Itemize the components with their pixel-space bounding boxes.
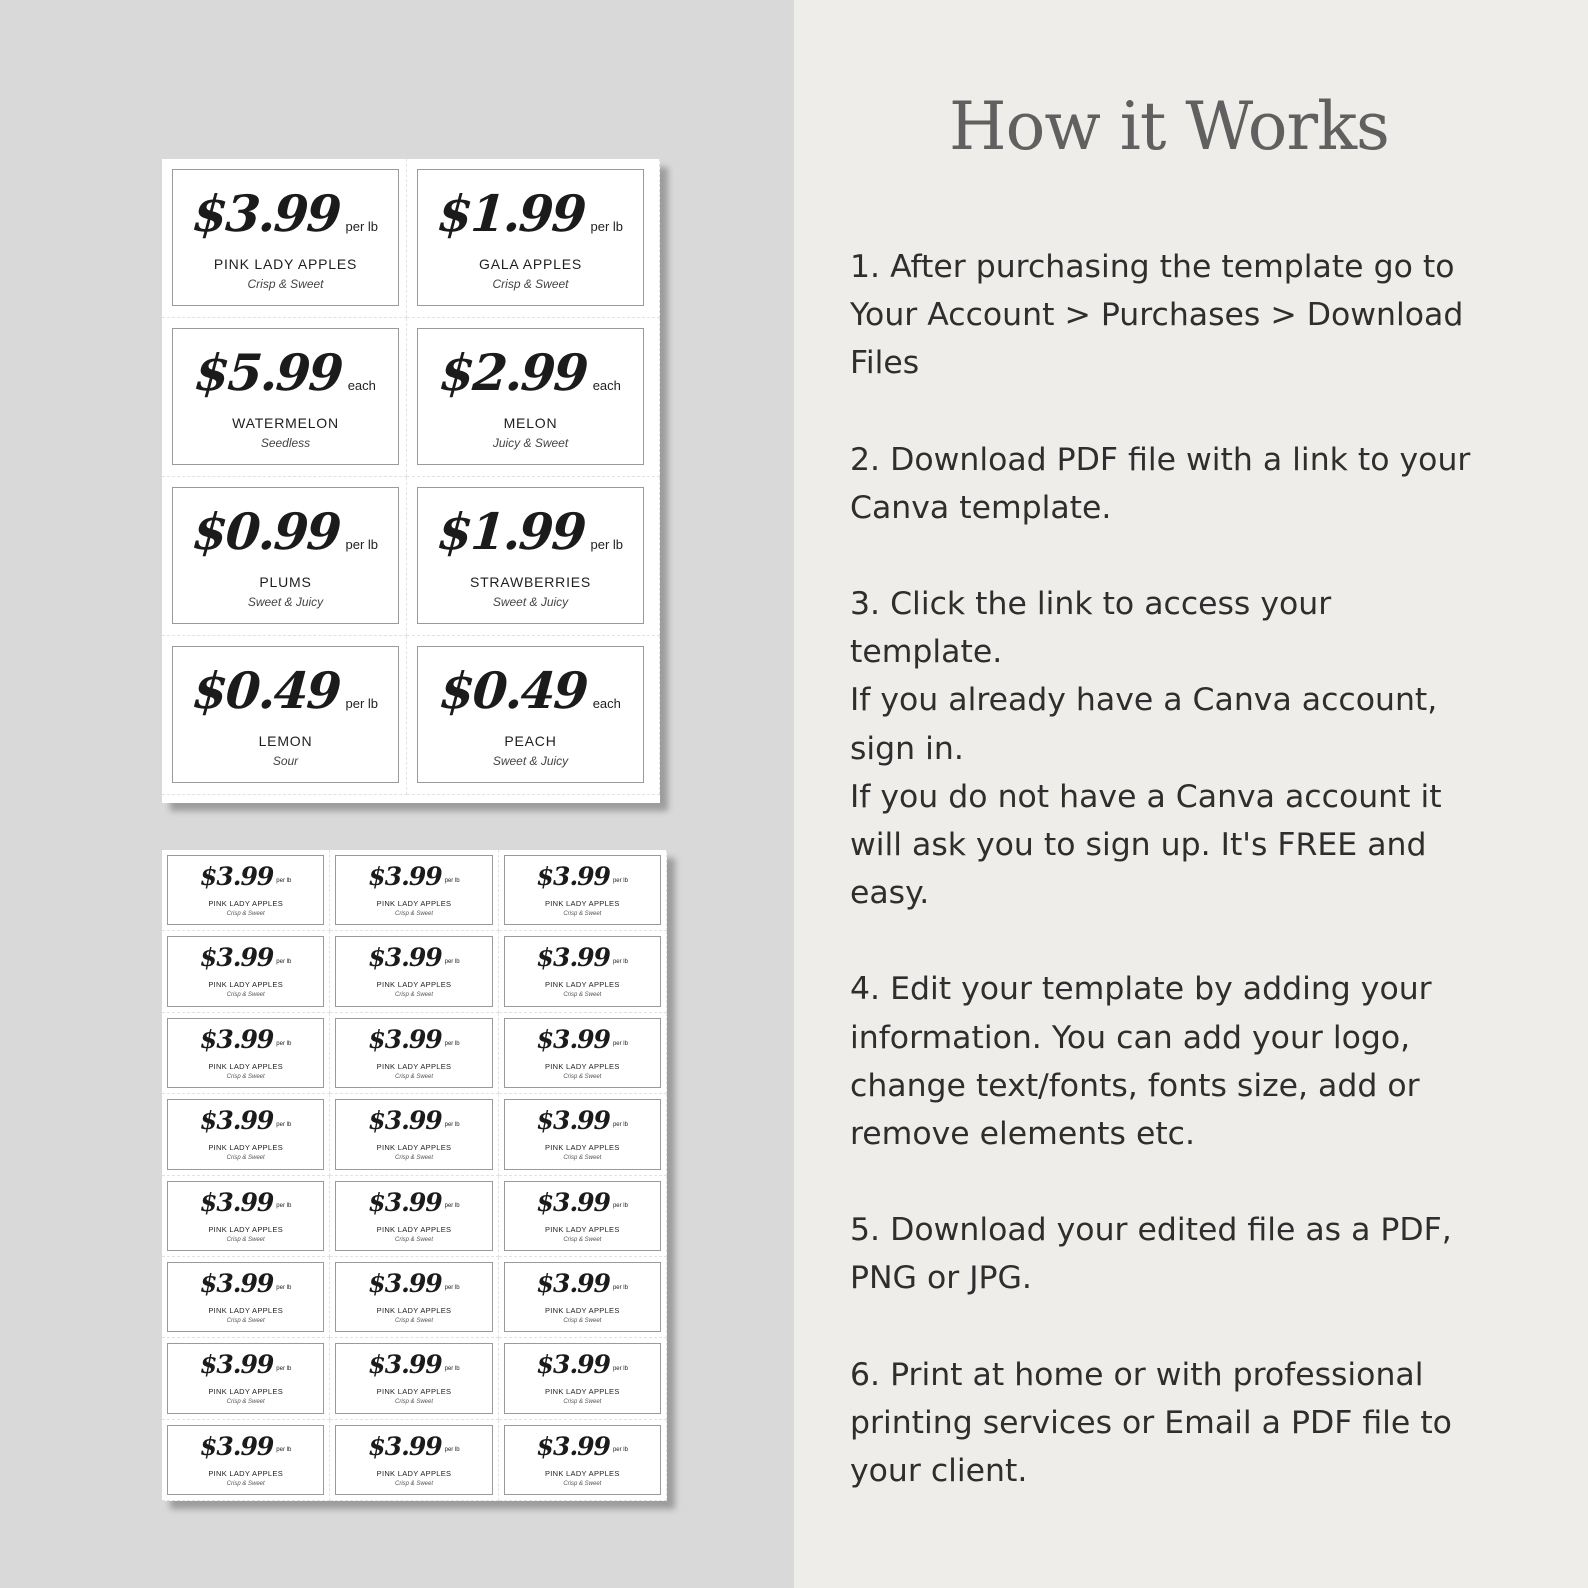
- price: $3.99: [536, 943, 610, 973]
- price: $3.99: [368, 1431, 442, 1461]
- price-label: [167, 1425, 324, 1495]
- product-name: PEACH: [504, 733, 557, 749]
- price-label: [335, 1099, 492, 1169]
- price-line: [168, 1269, 323, 1299]
- price-unit: per lb: [276, 1447, 292, 1454]
- instruction-step: [850, 1351, 1550, 1496]
- price-label: [417, 169, 644, 306]
- label-cell: [330, 1013, 498, 1094]
- instruction-step: [850, 243, 1550, 388]
- price-line: [336, 1432, 491, 1462]
- price-line: [173, 661, 398, 725]
- product-name: PINK LADY APPLES: [376, 899, 452, 908]
- price-unit: per lb: [612, 1366, 628, 1373]
- instruction-line: change text/fonts, fonts size, add or: [850, 1067, 1420, 1104]
- price-unit: per lb: [276, 1366, 292, 1373]
- product-name: PINK LADY APPLES: [376, 1061, 452, 1071]
- price-label: [335, 1018, 492, 1088]
- product-description: Crisp & Sweet: [394, 911, 433, 917]
- product-description: Crisp & Sweet: [394, 1399, 433, 1406]
- price: $0.49: [438, 661, 589, 720]
- product-description: Sweet & Juicy: [247, 595, 324, 609]
- product-name: PINK LADY APPLES: [208, 1143, 284, 1153]
- price-unit: per lb: [612, 1203, 628, 1210]
- instruction-line: Canva template.: [850, 489, 1112, 526]
- label-cell: [407, 159, 660, 318]
- price-label: [417, 328, 644, 465]
- price-line: [168, 1106, 323, 1136]
- price-unit: per lb: [444, 1284, 460, 1291]
- price-label: [504, 1425, 661, 1495]
- instruction-line: easy.: [850, 875, 930, 912]
- price-unit: each: [347, 378, 376, 394]
- price-line: [168, 1432, 323, 1462]
- product-description: Crisp & Sweet: [247, 277, 324, 291]
- label-cell: [162, 318, 407, 477]
- price-line: [505, 862, 660, 892]
- price-unit: each: [592, 378, 621, 394]
- page-title: How it Works: [949, 88, 1389, 165]
- price-label-sheet-small: [162, 850, 667, 1501]
- price-unit: per lb: [276, 1203, 292, 1210]
- product-description: Crisp & Sweet: [226, 1480, 265, 1487]
- price-unit: per lb: [276, 1121, 292, 1128]
- label-cell: [162, 636, 407, 795]
- price-unit: per lb: [612, 877, 628, 884]
- label-cell: [330, 931, 498, 1012]
- price-label: [172, 328, 399, 465]
- label-cell: [162, 931, 330, 1012]
- product-name: PINK LADY APPLES: [376, 1224, 452, 1234]
- product-description: Crisp & Sweet: [394, 1317, 433, 1324]
- label-cell: [499, 1420, 667, 1501]
- instruction-step: [850, 580, 1550, 917]
- product-description: Crisp & Sweet: [563, 1073, 602, 1080]
- price-label: [335, 1181, 492, 1251]
- price: $3.99: [536, 1106, 610, 1136]
- price-label: [172, 646, 399, 783]
- product-name: PINK LADY APPLES: [208, 980, 284, 990]
- price: $3.99: [368, 1024, 442, 1054]
- instruction-line: printing services or Email a PDF file to: [850, 1404, 1452, 1441]
- price-line: [505, 1188, 660, 1218]
- product-description: Crisp & Sweet: [563, 1236, 602, 1243]
- instruction-line: PNG or JPG.: [850, 1260, 1032, 1297]
- price: $3.99: [536, 1350, 610, 1380]
- price-line: [173, 343, 398, 407]
- instruction-step: [850, 1206, 1550, 1302]
- price: $3.99: [200, 1024, 274, 1054]
- product-name: PINK LADY APPLES: [208, 1061, 284, 1071]
- product-name: GALA APPLES: [479, 256, 582, 272]
- product-name: PINK LADY APPLES: [544, 980, 620, 990]
- label-cell: [499, 1176, 667, 1257]
- price-unit: per lb: [444, 1366, 460, 1373]
- product-description: Crisp & Sweet: [394, 1155, 433, 1162]
- product-description: Crisp & Sweet: [563, 1399, 602, 1406]
- instruction-line: 6. Print at home or with professional: [850, 1356, 1424, 1393]
- product-description: Crisp & Sweet: [226, 1317, 265, 1324]
- price: $3.99: [368, 1106, 442, 1136]
- price-unit: per lb: [590, 537, 624, 553]
- product-description: Crisp & Sweet: [492, 277, 569, 291]
- product-name: PINK LADY APPLES: [544, 1305, 620, 1315]
- price-label: [172, 487, 399, 624]
- price-label: [167, 1181, 324, 1251]
- price: $3.99: [200, 1350, 274, 1380]
- price: $0.99: [190, 502, 342, 561]
- product-description: Crisp & Sweet: [226, 1155, 265, 1162]
- label-cell: [162, 1094, 330, 1175]
- price-unit: per lb: [612, 1284, 628, 1291]
- price-unit: per lb: [276, 1284, 292, 1291]
- price-label: [504, 1181, 661, 1251]
- price-unit: per lb: [345, 537, 379, 553]
- price: $3.99: [200, 1268, 274, 1298]
- price: $3.99: [536, 1024, 610, 1054]
- product-name: PINK LADY APPLES: [544, 1061, 620, 1071]
- label-cell: [499, 1338, 667, 1419]
- price-line: [418, 184, 643, 248]
- label-cell: [330, 1257, 498, 1338]
- price-line: [418, 502, 643, 566]
- label-cell: [499, 931, 667, 1012]
- label-cell: [499, 850, 667, 931]
- instruction-line: Files: [850, 345, 920, 382]
- price: $2.99: [438, 343, 589, 402]
- price-unit: per lb: [444, 877, 460, 884]
- label-cell: [162, 1338, 330, 1419]
- product-name: PINK LADY APPLES: [208, 1468, 284, 1478]
- price-unit: per lb: [276, 1040, 292, 1047]
- product-name: PINK LADY APPLES: [376, 1305, 452, 1315]
- instruction-line: information. You can add your logo,: [850, 1019, 1411, 1056]
- product-name: PINK LADY APPLES: [544, 1468, 620, 1478]
- price-unit: per lb: [444, 1203, 460, 1210]
- product-name: PINK LADY APPLES: [544, 1224, 620, 1234]
- instruction-line: 5. Download your edited file as a PDF,: [850, 1212, 1452, 1249]
- product-name: PINK LADY APPLES: [208, 1224, 284, 1234]
- price-unit: per lb: [612, 959, 628, 966]
- product-description: Crisp & Sweet: [226, 911, 265, 917]
- label-cell: [407, 318, 660, 477]
- price: $1.99: [435, 184, 587, 243]
- price-line: [505, 1025, 660, 1055]
- price-line: [168, 943, 323, 973]
- price-line: [336, 1188, 491, 1218]
- instruction-line: If you already have a Canva account,: [850, 682, 1438, 719]
- price-line: [505, 1350, 660, 1380]
- instructions-list: [850, 243, 1550, 1543]
- label-cell: [330, 1176, 498, 1257]
- instruction-line: sign in.: [850, 730, 964, 767]
- price-unit: per lb: [590, 219, 624, 235]
- price-unit: per lb: [612, 1121, 628, 1128]
- price-line: [336, 1269, 491, 1299]
- price: $1.99: [435, 502, 587, 561]
- price-unit: per lb: [444, 959, 460, 966]
- product-name: LEMON: [258, 733, 313, 749]
- price-line: [336, 1025, 491, 1055]
- instruction-line: 2. Download PDF file with a link to your: [850, 441, 1471, 478]
- price: $3.99: [536, 1187, 610, 1217]
- instruction-step: [850, 965, 1550, 1158]
- price-line: [505, 1106, 660, 1136]
- price-unit: per lb: [444, 1447, 460, 1454]
- product-name: PINK LADY APPLES: [208, 899, 284, 908]
- price-unit: per lb: [612, 1447, 628, 1454]
- price-line: [168, 862, 323, 892]
- price-unit: per lb: [276, 959, 292, 966]
- product-name: PINK LADY APPLES: [376, 1468, 452, 1478]
- product-name: PINK LADY APPLES: [213, 256, 358, 272]
- product-name: PINK LADY APPLES: [544, 1387, 620, 1397]
- price-label-sheet-large: [162, 159, 660, 803]
- price-line: [168, 1188, 323, 1218]
- price-unit: per lb: [276, 877, 292, 884]
- product-description: Crisp & Sweet: [226, 1236, 265, 1243]
- instruction-line: 4. Edit your template by adding your: [850, 971, 1432, 1008]
- price-label: [167, 1262, 324, 1332]
- price: $3.99: [200, 1187, 274, 1217]
- product-description: Crisp & Sweet: [563, 1480, 602, 1487]
- price-label: [417, 487, 644, 624]
- product-description: Sweet & Juicy: [492, 754, 569, 768]
- price-line: [173, 502, 398, 566]
- price: $3.99: [200, 1431, 274, 1461]
- product-description: Juicy & Sweet: [492, 436, 569, 450]
- label-cell: [330, 1338, 498, 1419]
- price-line: [168, 1350, 323, 1380]
- price-label: [504, 855, 661, 925]
- product-name: PINK LADY APPLES: [376, 980, 452, 990]
- price-label: [504, 1262, 661, 1332]
- product-description: Crisp & Sweet: [563, 1155, 602, 1162]
- price: $3.99: [536, 1431, 610, 1461]
- product-description: Crisp & Sweet: [563, 1317, 602, 1324]
- label-cell: [162, 1257, 330, 1338]
- price-label: [167, 936, 324, 1006]
- price-label: [335, 1262, 492, 1332]
- price: $3.99: [536, 862, 610, 891]
- price-line: [168, 1025, 323, 1055]
- product-name: WATERMELON: [232, 415, 339, 431]
- label-cell: [162, 1176, 330, 1257]
- price: $3.99: [368, 1350, 442, 1380]
- label-cell: [330, 850, 498, 931]
- product-name: PINK LADY APPLES: [544, 899, 620, 908]
- product-description: Seedless: [260, 436, 311, 450]
- price-label: [167, 855, 324, 925]
- instruction-line: If you do not have a Canva account it: [850, 778, 1442, 815]
- price-line: [505, 1432, 660, 1462]
- price-label: [335, 1425, 492, 1495]
- price-line: [336, 862, 491, 892]
- instruction-step: [850, 436, 1550, 532]
- price-label: [335, 855, 492, 925]
- product-description: Crisp & Sweet: [563, 911, 602, 917]
- price-label: [335, 936, 492, 1006]
- label-cell: [499, 1094, 667, 1175]
- price-unit: per lb: [345, 219, 379, 235]
- price-line: [418, 343, 643, 407]
- price-line: [173, 184, 398, 248]
- label-cell: [162, 1420, 330, 1501]
- price-label: [167, 1343, 324, 1413]
- price: $3.99: [368, 862, 442, 891]
- price: $3.99: [536, 1268, 610, 1298]
- product-name: PINK LADY APPLES: [208, 1387, 284, 1397]
- label-cell: [499, 1013, 667, 1094]
- price: $3.99: [200, 862, 274, 891]
- product-description: Crisp & Sweet: [563, 992, 602, 999]
- price: $3.99: [190, 184, 342, 243]
- product-name: PLUMS: [259, 574, 312, 590]
- label-cell: [407, 636, 660, 795]
- instruction-line: 3. Click the link to access your: [850, 586, 1332, 623]
- product-name: PINK LADY APPLES: [208, 1305, 284, 1315]
- product-description: Crisp & Sweet: [394, 1073, 433, 1080]
- product-name: STRAWBERRIES: [469, 574, 592, 590]
- price-line: [505, 943, 660, 973]
- label-cell: [162, 850, 330, 931]
- instruction-line: will ask you to sign up. It's FREE and: [850, 827, 1427, 864]
- product-description: Sweet & Juicy: [492, 595, 569, 609]
- instruction-line: your client.: [850, 1453, 1028, 1490]
- label-cell: [330, 1420, 498, 1501]
- price-unit: per lb: [444, 1121, 460, 1128]
- price: $3.99: [200, 1106, 274, 1136]
- price-label: [504, 936, 661, 1006]
- product-description: Crisp & Sweet: [226, 992, 265, 999]
- price-unit: per lb: [444, 1040, 460, 1047]
- price-label: [504, 1343, 661, 1413]
- price-label: [504, 1018, 661, 1088]
- label-cell: [330, 1094, 498, 1175]
- price: $3.99: [368, 1268, 442, 1298]
- price: $0.49: [190, 661, 342, 720]
- price: $3.99: [368, 943, 442, 973]
- price-label: [504, 1099, 661, 1169]
- label-cell: [162, 159, 407, 318]
- product-description: Crisp & Sweet: [226, 1073, 265, 1080]
- product-description: Crisp & Sweet: [394, 1480, 433, 1487]
- product-description: Sour: [272, 754, 299, 768]
- price-label: [335, 1343, 492, 1413]
- price-line: [336, 1350, 491, 1380]
- product-name: MELON: [503, 415, 558, 431]
- instruction-line: Your Account > Purchases > Download: [850, 297, 1464, 334]
- product-description: Crisp & Sweet: [226, 1399, 265, 1406]
- product-description: Crisp & Sweet: [394, 1236, 433, 1243]
- label-cell: [162, 477, 407, 636]
- instruction-line: template.: [850, 634, 1003, 671]
- price-label: [167, 1018, 324, 1088]
- price-label: [172, 169, 399, 306]
- price-unit: per lb: [612, 1040, 628, 1047]
- product-name: PINK LADY APPLES: [376, 1387, 452, 1397]
- price: $3.99: [368, 1187, 442, 1217]
- instruction-line: 1. After purchasing the template go to: [850, 249, 1455, 285]
- price: $3.99: [200, 943, 274, 973]
- product-description: Crisp & Sweet: [394, 992, 433, 999]
- price-line: [505, 1269, 660, 1299]
- label-cell: [499, 1257, 667, 1338]
- instruction-line: remove elements etc.: [850, 1116, 1196, 1153]
- price-label: [167, 1099, 324, 1169]
- price-line: [418, 661, 643, 725]
- product-name: PINK LADY APPLES: [544, 1143, 620, 1153]
- price-label: [417, 646, 644, 783]
- price-line: [336, 1106, 491, 1136]
- price-line: [336, 943, 491, 973]
- price-unit: per lb: [345, 696, 379, 712]
- price: $5.99: [193, 343, 344, 402]
- price-unit: each: [592, 696, 621, 712]
- label-cell: [407, 477, 660, 636]
- label-cell: [162, 1013, 330, 1094]
- product-name: PINK LADY APPLES: [376, 1143, 452, 1153]
